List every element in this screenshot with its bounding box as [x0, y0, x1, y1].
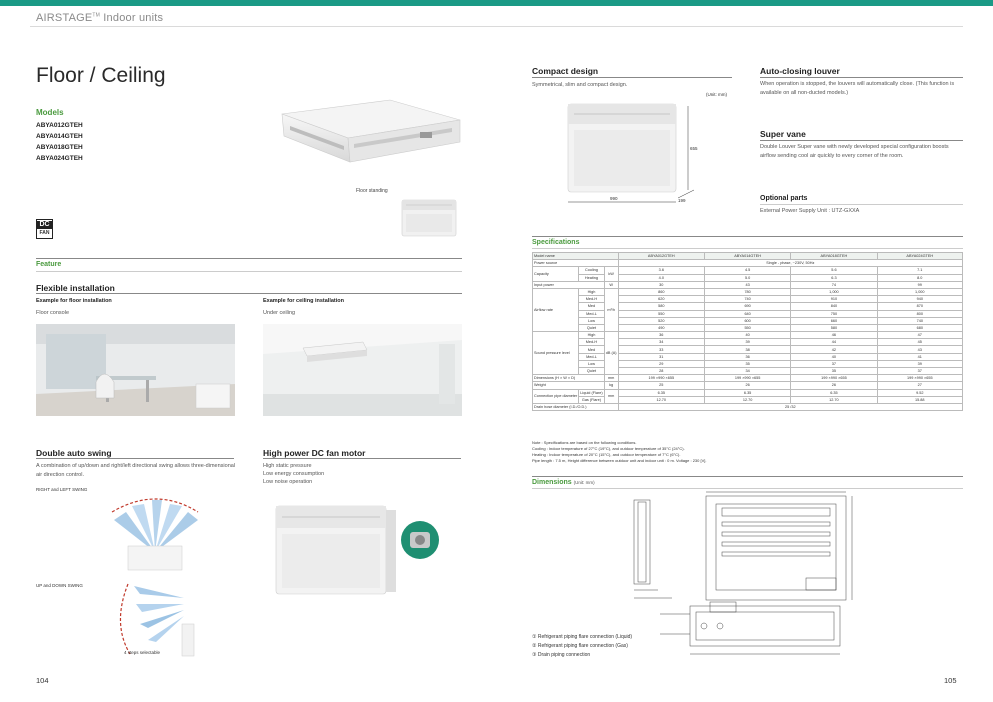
specs-notes	[532, 440, 963, 464]
floor-installation-photo	[36, 324, 235, 416]
compact-rule	[532, 77, 732, 78]
ceiling-installation-photo	[263, 324, 462, 416]
table-row: Quiet 28 34 35 37	[533, 368, 963, 375]
compact-design-text: Symmetrical, slim and compact design.	[532, 82, 628, 88]
table-row: Power source Single - phase, ~230V, 50Hz	[533, 260, 963, 267]
optional-rule	[760, 204, 963, 205]
feature-top-rule	[36, 258, 462, 259]
table-row: Input power W 30 43 74 99	[533, 281, 963, 288]
table-row: Capacity Cooling kW 3.6 4.5 5.6 7.1	[533, 267, 963, 274]
legend-marker: ②	[532, 643, 537, 649]
model-item: ABYA018GTEH	[36, 144, 83, 151]
floor-example-title: Example for floor installation	[36, 298, 112, 304]
swing-description: A combination of up/down and right/left directional swing allows three-dimensional air direction control.	[36, 463, 236, 478]
up-down-swing-diagram	[108, 574, 198, 658]
table-row: Low 520 600 660 740	[533, 317, 963, 324]
flexible-rule	[36, 293, 462, 294]
auto-rule	[760, 77, 963, 78]
models-heading: Models	[36, 108, 64, 117]
table-row: Heating 4.0 5.0 6.3 8.0	[533, 274, 963, 281]
dimensions-drawing	[600, 488, 860, 664]
table-row: Drain hose diameter (I.D./O.D.) 25 /32	[533, 403, 963, 410]
table-row: Weight kg 25 26 26 27	[533, 382, 963, 389]
right-left-swing-diagram	[100, 490, 210, 572]
dimensions-heading: Dimensions (Unit: mm)	[532, 479, 595, 486]
specs-top-rule	[532, 236, 963, 237]
dimensions-top-rule	[532, 476, 963, 477]
table-row: Med-H 620 740 910 940	[533, 296, 963, 303]
feature-bottom-rule	[36, 271, 462, 272]
flexible-installation-title: Flexible installation	[36, 283, 115, 293]
up-down-swing-label: UP and DOWN SWING	[36, 583, 83, 588]
legend-marker: ①	[532, 634, 537, 640]
table-row: Model name ABYA012GTEH ABYA014GTEH ABYA018GTEH ABYA024GTEH	[533, 253, 963, 260]
header-divider	[30, 26, 963, 27]
note-line: Heating : Indoor temperature of 20°C (15°C), and outdoor temperature of 7°C (6°C).	[532, 452, 681, 457]
super-rule	[760, 140, 963, 141]
page-title: Floor / Ceiling	[36, 64, 166, 87]
fan-point: Low energy consumption	[263, 471, 325, 477]
table-row: Med-H 34 39 44 45	[533, 339, 963, 346]
floor-example-subtitle: Floor console	[36, 310, 70, 316]
swing-rule	[36, 458, 234, 459]
ceiling-example-title: Example for ceiling installation	[263, 298, 344, 304]
brand-title: AIRSTAGE™ Indoor units	[36, 12, 164, 24]
right-page-number: 105	[944, 676, 957, 685]
dimension-height-label: 655	[690, 146, 698, 151]
table-row: Med-L 550 640 750 800	[533, 310, 963, 317]
super-vane-text: Double Louver Super vane with newly developed special configuration boosts airflow sending cool air quickly to every corner of the room.	[760, 144, 949, 159]
specs-bottom-rule	[532, 248, 963, 249]
specifications-table	[532, 252, 963, 411]
models-list	[36, 120, 83, 164]
unit-note: (Unit: mm)	[706, 92, 727, 97]
dimensions-legend	[532, 633, 632, 660]
auto-closing-louver-title: Auto-closing louver	[760, 66, 840, 76]
note-line: Cooling : Indoor temperature of 27°C (19°C), and outdoor temperature of 35°C (24°C).	[532, 446, 685, 451]
fan-point: Low noise operation	[263, 479, 313, 485]
compact-design-title: Compact design	[532, 66, 599, 76]
fan-points-list	[263, 462, 324, 486]
optional-parts-title: Optional parts	[760, 195, 808, 202]
right-left-swing-label: RIGHT and LEFT SWING	[36, 487, 88, 492]
model-item: ABYA024GTEH	[36, 155, 83, 162]
steps-selectable-label: 4 steps selectable	[124, 650, 161, 655]
note-line: Note : Specifications are based on the following conditions.	[532, 440, 637, 445]
table-row: Med 580 690 840 870	[533, 303, 963, 310]
floor-standing-image	[398, 196, 460, 240]
note-line: Pipe length : 7.5 m, Height difference between outdoor unit and indoor unit : 0 m. Voltage : 230 [V].	[532, 458, 707, 463]
auto-closing-text: When operation is stopped, the louvers will automatically close. (This function is available on all non-ducted models.)	[760, 81, 955, 96]
table-row: Connection pipe diameter Liquid (Flare) mm 6.35 6.35 6.35 9.52	[533, 389, 963, 396]
specifications-heading: Specifications	[532, 239, 580, 246]
table-row: Airflow rate High m³/h 860 780 1,000 1,000	[533, 288, 963, 295]
feature-heading: Feature	[36, 261, 62, 268]
floor-standing-caption: Floor standing	[356, 188, 388, 194]
super-vane-title: Super vane	[760, 129, 806, 139]
ceiling-example-subtitle: Under ceiling	[263, 310, 296, 316]
legend-item: ② Refrigerant piping flare connection (Gas)	[532, 643, 628, 649]
dimension-depth-label: 199	[678, 198, 686, 203]
model-item: ABYA014GTEH	[36, 133, 83, 140]
legend-marker: ③	[532, 652, 537, 658]
model-item: ABYA012GTEH	[36, 122, 83, 129]
legend-item: ① Refrigerant piping flare connection (Liquid)	[532, 634, 633, 640]
fan-point: High static pressure	[263, 463, 312, 469]
table-row: Sound pressure level High dB (A) 36 40 46 47	[533, 332, 963, 339]
compact-unit-dimension-drawing	[560, 98, 710, 210]
dc-fan-badge: DC FAN	[36, 219, 53, 239]
table-row: Med-L 31 36 40 41	[533, 353, 963, 360]
dimension-width-label: 990	[610, 196, 618, 201]
table-row: Gas (Flare) 12.70 12.70 12.70 15.88	[533, 396, 963, 403]
table-row: Quiet 490 550 580 680	[533, 324, 963, 331]
optional-parts-text: External Power Supply Unit : UTZ-GXXA	[760, 208, 860, 214]
double-auto-swing-title: Double auto swing	[36, 448, 112, 458]
legend-item: ③ Drain piping connection	[532, 652, 591, 658]
fan-rule	[263, 458, 461, 459]
dc-fan-unit-image	[270, 500, 460, 600]
table-row: Med 33 38 42 43	[533, 346, 963, 353]
dc-fan-motor-title: High power DC fan motor	[263, 448, 366, 458]
table-row: Dimensions (H × W × D) mm 199 ×990 ×655 199 ×990 ×655 199 ×990 ×655 199 ×990 ×655	[533, 375, 963, 382]
left-page-number: 104	[36, 676, 49, 685]
top-accent-bar	[0, 0, 993, 6]
table-row: Low 29 35 37 39	[533, 360, 963, 367]
ceiling-unit-image	[270, 92, 470, 174]
